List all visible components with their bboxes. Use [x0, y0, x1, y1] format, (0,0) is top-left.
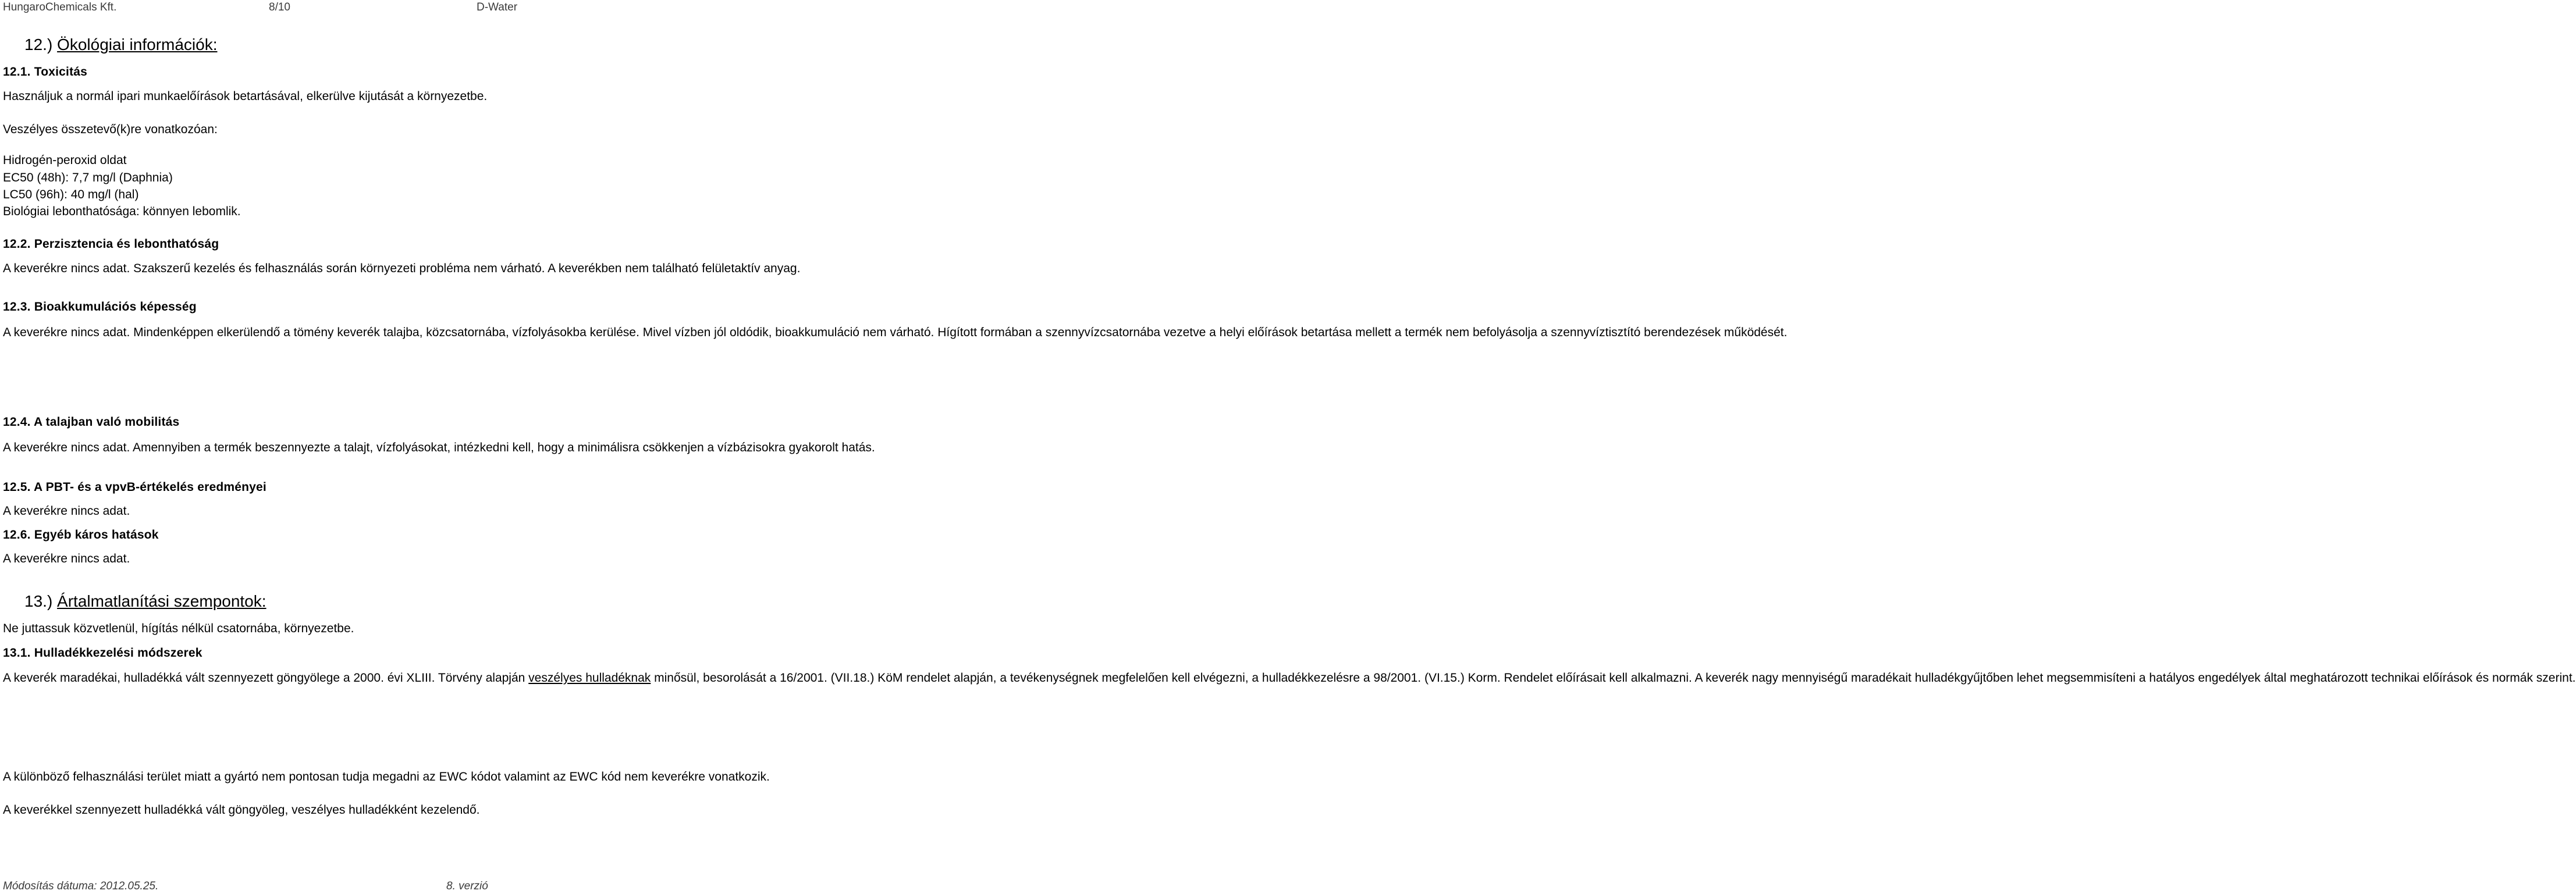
tox-biodegradability: Biológiai lebonthatósága: könnyen lebomlik. — [3, 205, 241, 218]
tox-lc50: LC50 (96h): 40 mg/l (hal) — [3, 188, 139, 201]
para-13-1-text-a: A keverék maradékai, hulladékká vált szennyezett göngyölege a 2000. évi XLIII. Törvény alapján — [3, 671, 529, 685]
header-company: HungaroChemicals Kft. — [3, 1, 117, 13]
tox-substance: Hidrogén-peroxid oldat — [3, 154, 127, 167]
para-13-1-disposal — [3, 669, 2576, 686]
heading-12-5: 12.5. A PBT- és a vpvB-értékelés eredményei — [3, 480, 267, 494]
para-13-1-ewc: A különböző felhasználási terület miatt a gyártó nem pontosan tudja megadni az EWC kódot valamint az EWC kód nem keverékre vonatkozik. — [3, 770, 770, 783]
para-13-1-packaging: A keverékkel szennyezett hulladékká vált göngyöleg, veszélyes hulladékként kezelendő. — [3, 803, 480, 817]
heading-12-1: 12.1. Toxicitás — [3, 65, 88, 79]
footer-version: 8. verzió — [446, 880, 488, 892]
para-12-6: A keverékre nincs adat. — [3, 552, 130, 565]
heading-13-1: 13.1. Hulladékkezelési módszerek — [3, 646, 202, 660]
para-12-4: A keverékre nincs adat. Amennyiben a termék beszennyezte a talajt, vízfolyásokat, intézkedni kell, hogy a minimálisra csökkenjen a vízbázisokra gyakorolt hatás. — [3, 441, 875, 454]
para-12-2: A keverékre nincs adat. Szakszerű kezelés és felhasználás során környezeti probléma nem várható. A keverékben nem található felületaktív anyag. — [3, 262, 801, 275]
para-13-intro: Ne juttassuk közvetlenül, hígítás nélkül csatornába, környezetbe. — [3, 622, 354, 635]
heading-12-6: 12.6. Egyéb káros hatások — [3, 528, 159, 542]
section-13-number: 13. — [24, 592, 47, 610]
header-product: D-Water — [477, 1, 518, 13]
section-13-title — [24, 592, 267, 611]
section-13-paren: ) — [47, 592, 53, 610]
section-12-title-text: Ökológiai információk: — [57, 35, 218, 54]
para-12-1-usage: Használjuk a normál ipari munkaelőírások betartásával, elkerülve kijutását a környezetbe. — [3, 90, 488, 103]
para-13-1-text-b: minősül, besorolását a 16/2001. (VII.18.) KöM rendelet alapján, a tevékenységnek megfelelően kell elvégezni, a hulladékkezelésre a 98/2001. (VI.15.) Korm. Rendelet előírásait kell alkalmazni. A keverék nagy mennyiségű maradékait hulladékgyűjtőben lehet megsemmisíteni a hatályos engedélyek által meghatározott technikai előírások és normák szerint. — [651, 671, 2576, 685]
section-12-number: 12. — [24, 35, 47, 54]
heading-12-3: 12.3. Bioakkumulációs képesség — [3, 300, 197, 314]
para-12-5: A keverékre nincs adat. — [3, 504, 130, 518]
tox-ec50: EC50 (48h): 7,7 mg/l (Daphnia) — [3, 171, 173, 184]
para-12-1-hazardous: Veszélyes összetevő(k)re vonatkozóan: — [3, 123, 218, 136]
hazardous-waste-link[interactable]: veszélyes hulladéknak — [528, 671, 651, 685]
heading-12-4: 12.4. A talajban való mobilitás — [3, 415, 180, 429]
section-12-title — [24, 35, 218, 54]
para-12-3: A keverékre nincs adat. Mindenképpen elkerülendő a tömény keverék talajba, közcsatornába, vízfolyásokba kerülése. Mivel vízben jól oldódik, bioakkumuláció nem várható. Hígított formában a szennyvízcsatornába vezetve a helyi előírások betartása mellett a termék nem befolyásolja a szennyvíztisztító berendezések működését. — [3, 326, 1788, 339]
header-page-number: 8/10 — [269, 1, 290, 13]
heading-12-2: 12.2. Perzisztencia és lebonthatóság — [3, 237, 219, 251]
footer-modified-date: Módosítás dátuma: 2012.05.25. — [3, 880, 159, 892]
section-13-title-text: Ártalmatlanítási szempontok: — [57, 592, 267, 610]
section-12-paren: ) — [47, 35, 53, 54]
